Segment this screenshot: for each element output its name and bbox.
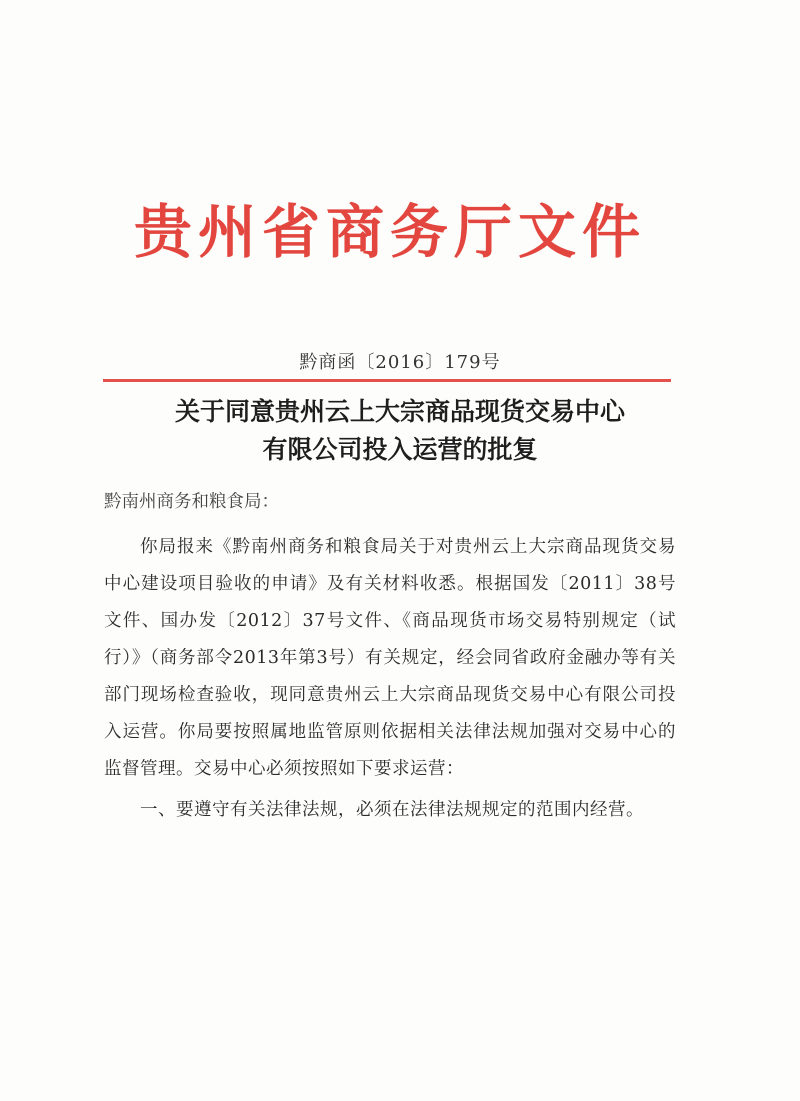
subject-title bbox=[100, 393, 700, 469]
document-body bbox=[104, 484, 676, 829]
subject-title-line-2: 有限公司投入运营的批复 bbox=[262, 435, 538, 464]
subject-title-line-1: 关于同意贵州云上大宗商品现货交易中心 bbox=[174, 397, 625, 426]
issuer-header-title: 贵州省商务厅文件 bbox=[133, 198, 646, 266]
main-paragraph: 你局报来《黔南州商务和粮食局关于对贵州云上大宗商品现货交易中心建设项目验收的申请》及有关材料收悉。根据国发〔2011〕38号文件、国办发〔2012〕37号文件、《商品现货市场交易特别规定（试行）》（商务部令2013年第3号）有关规定，经会同省政府金融办等有关部门现场检查验收，现同意贵州云上大宗商品现货交易中心有限公司投入运营。你局要按照属地监管原则依据相关法律法规加强对交易中心的监督管理。交易中心必须按照如下要求运营： bbox=[104, 537, 676, 779]
requirement-item-1: 一、要遵守有关法律法规，必须在法律法规规定的范围内经营。 bbox=[140, 800, 644, 820]
addressee: 黔南州商务和粮食局： bbox=[104, 492, 279, 512]
document-number: 黔商函〔2016〕179号 bbox=[299, 352, 501, 373]
red-divider-line bbox=[103, 379, 671, 382]
